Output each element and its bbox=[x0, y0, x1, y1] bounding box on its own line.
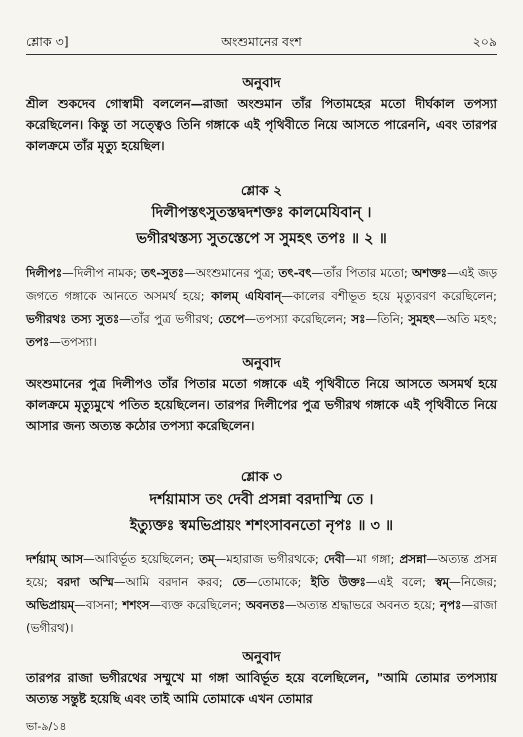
sanskrit-term: শশংস bbox=[122, 598, 150, 612]
sanskrit-term: দেবী bbox=[323, 552, 345, 566]
sanskrit-term: স্বম্ bbox=[435, 575, 450, 589]
signature-mark: ভা-৯/১৪ bbox=[26, 720, 67, 733]
translation-heading-2: অনুবাদ bbox=[242, 355, 281, 371]
sanskrit-term: তে bbox=[232, 575, 246, 589]
sanskrit-term: কালম্ এযিবান্ bbox=[211, 289, 282, 303]
translation-heading-1: অনুবাদ bbox=[242, 75, 281, 91]
term-meaning: তোমাকে; bbox=[257, 575, 302, 589]
term-meaning: অংশুমানের পুত্র; bbox=[195, 266, 275, 280]
term-meaning: কালের বশীভূত হয়ে মৃত্যুবরণ করেছিলেন; bbox=[293, 289, 497, 303]
sanskrit-term: নৃপঃ bbox=[439, 598, 462, 612]
term-meaning: মহারাজ ভগীরথকে; bbox=[226, 552, 319, 566]
sanskrit-term: বরদা অস্মি bbox=[57, 575, 114, 589]
term-meaning: আবির্ভূত হয়েছিলেন; bbox=[94, 552, 195, 566]
header-verse-ref: শ্লোক ৩] bbox=[26, 34, 69, 49]
sanskrit-term: তম্ bbox=[199, 552, 215, 566]
term-meaning: তপস্যা করেছিলেন; bbox=[256, 312, 347, 326]
sanskrit-term: তপঃ bbox=[26, 335, 50, 349]
term-meaning: নিজের; bbox=[460, 575, 497, 589]
term-meaning: বাসনা; bbox=[85, 598, 119, 612]
sanskrit-term: তেপে bbox=[217, 312, 245, 326]
word-meanings-3: দর্শয়াম্ আস—আবির্ভূত হয়েছিলেন; তম্—মহারাজ ভগীরথকে; দেবী—মা গঙ্গা; প্রসন্না—অত্যন্ত প্রসন্ন হয়ে; বরদা অস্মি—আমি বরদান করব; তে—তোমাকে; ইতি উক্তঃ—এই বলে; স্বম্—নিজের; অভিপ্রায়ম্—বাসনা; শশংস—ব্যক্ত করেছিলেন; অবনতঃ—অত্যন্ত শ্রদ্ধাভরে অবনত হয়ে; নৃপঃ—রাজা (ভগীরথ)। bbox=[26, 552, 498, 635]
term-meaning: ব্যক্ত করেছিলেন; bbox=[161, 598, 242, 612]
sanskrit-term: অভিপ্রায়ম্ bbox=[26, 598, 75, 612]
verse-heading-2: শ্লোক ২ bbox=[240, 183, 283, 199]
term-meaning: অত্যন্ত প্রসন্ন হয়ে; bbox=[26, 552, 497, 589]
term-meaning: অত্যন্ত শ্রদ্ধাভরে অবনত হয়ে; bbox=[296, 598, 436, 612]
term-meaning: তপস্যা। bbox=[60, 335, 97, 349]
page-number: ২০৯ bbox=[472, 34, 497, 49]
term-meaning: তাঁর পিতার মতো; bbox=[323, 266, 408, 280]
verse-2-line-2: ভগীরথস্তস্য সুতস্তেপে স সুমহৎ তপঃ ॥ ২ ॥ bbox=[136, 231, 387, 247]
translation-text-1: শ্রীল শুকদেব গোস্বামী বললেন—রাজা অংশুমান তাঁর পিতামহের মতো দীর্ঘকাল তপস্যা করেছিলেন। কিন্তু তা সত্ত্বেও তিনি গঙ্গাকে এই পৃথিবীতে নিয়ে আসতে পারেননি, এবং তারপর কালক্রমে তাঁর মৃত্যু হয়েছিল। bbox=[26, 97, 497, 153]
sanskrit-term: দিলীপঃ bbox=[26, 266, 63, 280]
term-meaning: অতি মহৎ; bbox=[447, 312, 498, 326]
sanskrit-term: ভগীরথঃ তস্য সুতঃ bbox=[26, 312, 120, 326]
running-header bbox=[26, 34, 497, 56]
sanskrit-term: প্রসন্না bbox=[399, 552, 427, 566]
term-meaning: তাঁর পুত্র ভগীরথ; bbox=[130, 312, 214, 326]
translation-heading-3: অনুবাদ bbox=[242, 649, 281, 665]
term-meaning: এই বলে; bbox=[377, 575, 426, 589]
translation-text-2: অংশুমানের পুত্র দিলীপও তাঁর পিতার মতো গঙ্গাকে এই পৃথিবীতে নিয়ে আসতে অসমর্থ হয়ে কালক্রমে মৃত্যুমুখে পতিত হয়েছিলেন। তারপর দিলীপের পুত্র ভগীরথ গঙ্গাকে এই পৃথিবীতে নিয়ে আসার জন্য অত্যন্ত কঠোর তপস্যা করেছিলেন। bbox=[26, 377, 497, 433]
word-meanings-2: দিলীপঃ—দিলীপ নামক; তৎ-সুতঃ—অংশুমানের পুত্র; তৎ-বৎ—তাঁর পিতার মতো; অশক্তঃ—এই জড় জগতে গঙ্গাকে আনতে অসমর্থ হয়ে; কালম্ এযিবান্—কালের বশীভূত হয়ে মৃত্যুবরণ করেছিলেন; ভগীরথঃ তস্য সুতঃ—তাঁর পুত্র ভগীরথ; তেপে—তপস্যা করেছিলেন; সঃ—তিনি; সুমহৎ—অতি মহৎ; তপঃ—তপস্যা। bbox=[26, 266, 498, 349]
sanskrit-term: অশক্তঃ bbox=[412, 266, 447, 280]
translation-text-3: তারপর রাজা ভগীরথের সম্মুখে মা গঙ্গা আবির্ভূত হয়ে বলেছিলেন, "আমি তোমার তপস্যায় অত্যন্ত সন্তুষ্ট হয়েছি এবং তাই আমি তোমাকে এখন তোমার bbox=[26, 671, 497, 706]
header-rule bbox=[26, 54, 497, 55]
sanskrit-term: তৎ-সুতঃ bbox=[141, 266, 185, 280]
sanskrit-term: ইতি উক্তঃ bbox=[310, 575, 366, 589]
verse-3-line-1: দর্শয়ামাস তং দেবী প্রসন্না বরদাস্মি তে । bbox=[149, 492, 374, 508]
term-meaning: আমি বরদান করব; bbox=[125, 575, 223, 589]
sanskrit-term: সুমহৎ bbox=[408, 312, 436, 326]
term-meaning: রাজা (ভগীরথ)। bbox=[26, 598, 498, 635]
term-meaning: তিনি; bbox=[377, 312, 404, 326]
term-meaning: দিলীপ নামক; bbox=[73, 266, 137, 280]
verse-3-line-2: ইত্যুক্তঃ স্বমভিপ্রায়ং শশংসাবনতো নৃপঃ ॥ ৩ ॥ bbox=[129, 518, 394, 534]
term-meaning: এই জড় জগতে গঙ্গাকে আনতে অসমর্থ হয়ে; bbox=[26, 266, 497, 303]
header-chapter-title: অংশুমানের বংশ bbox=[221, 34, 302, 49]
sanskrit-term: সঃ bbox=[351, 312, 366, 326]
verse-heading-3: শ্লোক ৩ bbox=[240, 469, 283, 485]
verse-2-line-1: দিলীপস্তৎসুতস্তদ্বদশক্তঃ কালমেযিবান্ । bbox=[151, 205, 372, 221]
sanskrit-term: অবনতঃ bbox=[245, 598, 285, 612]
sanskrit-term: দর্শয়াম্ আস bbox=[26, 552, 83, 566]
sanskrit-term: তৎ-বৎ bbox=[278, 266, 312, 280]
term-meaning: মা গঙ্গা; bbox=[356, 552, 395, 566]
